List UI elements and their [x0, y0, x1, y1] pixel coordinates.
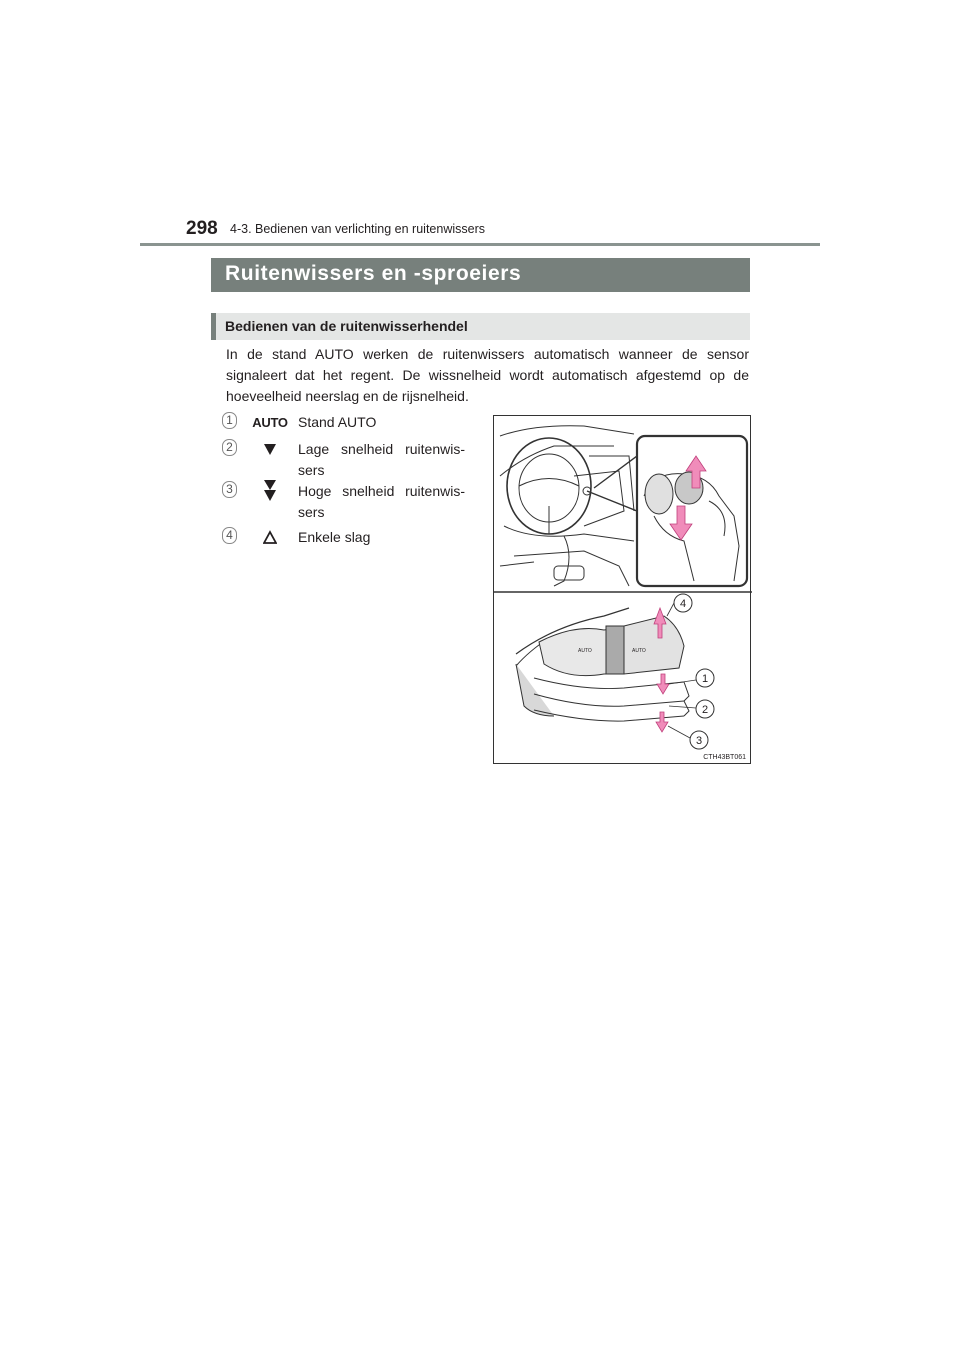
single-down-triangle-icon [246, 439, 294, 459]
item-text: Stand AUTO [298, 414, 377, 430]
item-number: 1 [222, 412, 237, 429]
item-text: Lage snelheid ruitenwis-sers [298, 441, 465, 478]
callout-2: 2 [701, 704, 709, 716]
item-text: Enkele slag [298, 529, 371, 545]
running-head: 4-3. Bedienen van verlichting en ruitenwissers [230, 222, 485, 236]
callout-4: 4 [679, 598, 687, 610]
auto-icon-label: AUTO [252, 414, 288, 430]
double-down-triangle-icon [246, 481, 294, 501]
callout-1: 1 [701, 673, 709, 685]
item-text: Hoge snelheid ruitenwis-sers [298, 483, 465, 520]
outline-triangle-icon [246, 527, 294, 547]
auto-text-icon [246, 412, 294, 432]
callout-3: 3 [695, 735, 703, 747]
lever-auto-label-2: AUTO [578, 648, 592, 654]
header-rule [140, 243, 820, 246]
illustration-drawing [494, 416, 752, 765]
intro-paragraph: In de stand AUTO werken de ruitenwissers automatisch wanneer de sensor signaleert dat het regent. De wissnelheid wordt automatisch afgestemd op de hoeveelheid neerslag en de rijsnelheid. [226, 346, 749, 404]
subsection-title: Bedienen van de ruitenwisserhendel [211, 313, 750, 340]
item-number: 4 [222, 527, 237, 544]
page-number: 298 [186, 218, 218, 239]
item-number: 2 [222, 439, 237, 456]
wiper-lever-illustration [493, 415, 751, 764]
lever-auto-label: AUTO [632, 648, 646, 654]
figure-code: CTH43BT061 [703, 754, 746, 761]
item-number: 3 [222, 481, 237, 498]
section-title: Ruitenwissers en -sproeiers [211, 258, 750, 292]
